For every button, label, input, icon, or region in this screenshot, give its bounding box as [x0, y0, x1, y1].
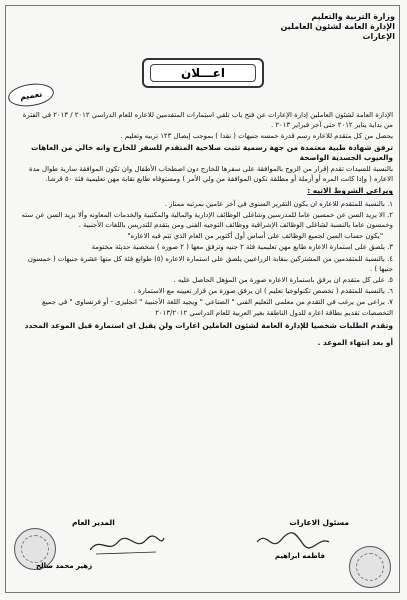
condition-3: ٣. يلصق على استمارة الاعاره طابع مهن تعليمية فئة ٢ جنيه وترفق معها ( ٢ صوره ) شخصية حديثة مختومة: [91, 243, 393, 252]
condition-7: ٧. يراعى من يرغب في التقدم من معلمى التعليم الفني " الصناعي " ويجيد اللغة الأجنبية " انجليزى - أو فرنساوى " في جميع التخصصات تقديم بطاقة اعاره للدول الناطقة بغير العربية للعام الدراسي ٢٠١٣/٢٠١٢: [42, 298, 393, 317]
paragraph-opening: الإدارة العامة لشئون العاملين إدارة الإعارات عن فتح باب تلقي استمارات المتقدمين للاعاره للعام الدراسي ٢٠١٢ / ٢٠١٣ في الفترة من بداية يناير ٢٠١٢ حتى آخر فبراير ٢٠١٣ .: [22, 111, 393, 130]
header-line-dept: الإعارات: [362, 32, 395, 41]
condition-2-note: "يكون حساب السن لجميع الوظائف على أساس أول أكتوبر من العام الذي تتم فيه الاعاره": [127, 232, 383, 241]
condition-4: ٤. بالنسبة للمتقدمين من المشتركين بنقابة الزراعيين يلصق على استمارة الاعاره (٥) طوابع فئة كل منها عشرة جنيهات ( خمسون جنيها ) .: [27, 254, 393, 273]
header-line-ministry: وزارة التربية والتعليم: [311, 12, 395, 21]
closing-line-1: وتقدم الطلبات شخصيا للإدارة العامة لشئون العاملين اعارات ولن يقبل اى استمارة قبل الموعد المحدد: [24, 320, 393, 330]
conditions-heading: ويراعى الشروط الاتيه :: [307, 186, 393, 196]
circular-stamp: تعميم: [7, 81, 56, 109]
announcement-title: اعـــلان: [150, 64, 256, 82]
officer-signature: [251, 528, 333, 554]
condition-2: ٢. الا يزيد السن عن خمسين عاما للمدرسين وشاغلى الوظائف الإدارية والمالية والمكتبية والخدمات المعاونه وألا يزيد السن عن سته وخمسون عاما بالنسبة لشاغلى الوظائف الإشرافية ووظائف التوجيه الفنى ومن يتقدم للتدريس باللغات الأجنبية .: [21, 210, 393, 230]
announcement-title-box: [142, 58, 264, 88]
ministry-header: [255, 12, 395, 42]
condition-1: ١. بالنسبة للمتقدم للاعاره ان يكون التقرير السنوى في آخر عامين بمرتبه ممتاز .: [164, 199, 393, 208]
signature-area: [10, 518, 397, 588]
official-seal-right: [349, 546, 391, 588]
condition-5: ٥. على كل متقدم ان يرفق باستمارة الاعاره صورة من المؤهل الحاصل عليه .: [173, 276, 393, 285]
paragraph-fee: يحصل من كل متقدم للاعاره رسم قدرة خمسه جنيهات ( نقدا ) بموجب إيصال ١٢٣ تربيه وتعليم .: [120, 132, 393, 141]
director-name: زهير محمد صالح: [36, 562, 93, 570]
announcement-body: [14, 110, 393, 356]
condition-6: ٦. بالنسبة للمتقدم ( تخصص تكنولوجيا تعليم ) ان يرفق صورة من قرار تعيينه مع الاستمارة .: [133, 287, 393, 296]
header-line-admin: الإدارة العامة لشئون العاملين: [280, 22, 395, 31]
secondments-officer-title: مسئول الاعارات: [289, 518, 349, 527]
paragraph-women: بالنسبة للسيدات تقدم إقرار من الزوج بالموافقة على سفرها للخارج دون اصطحاب الأطفال وان تكون الموافقة سارية طوال مدة الاعاره ( وإذا كانت المره أو أرملة أو مطلقة تكون الموافقة من ولي الأمر ) ومستوفاه طابع نقابة مهن تعليمية فئة ٥٠ قرشا.: [28, 165, 393, 184]
director-title: المدير العام: [72, 518, 115, 527]
paragraph-medical: ترفق شهادة طبية معتمدة من جهة رسمية تثبت صلاحية المتقدم للسفر للخارج وانه خالي من العاهات والعيوب الجسدية الواضحة: [30, 142, 393, 162]
officer-name: فاطمه ابراهيم: [274, 552, 325, 560]
director-signature: [86, 532, 168, 558]
closing-line-2: أو بعد انتهاء الموعد .: [317, 338, 393, 348]
